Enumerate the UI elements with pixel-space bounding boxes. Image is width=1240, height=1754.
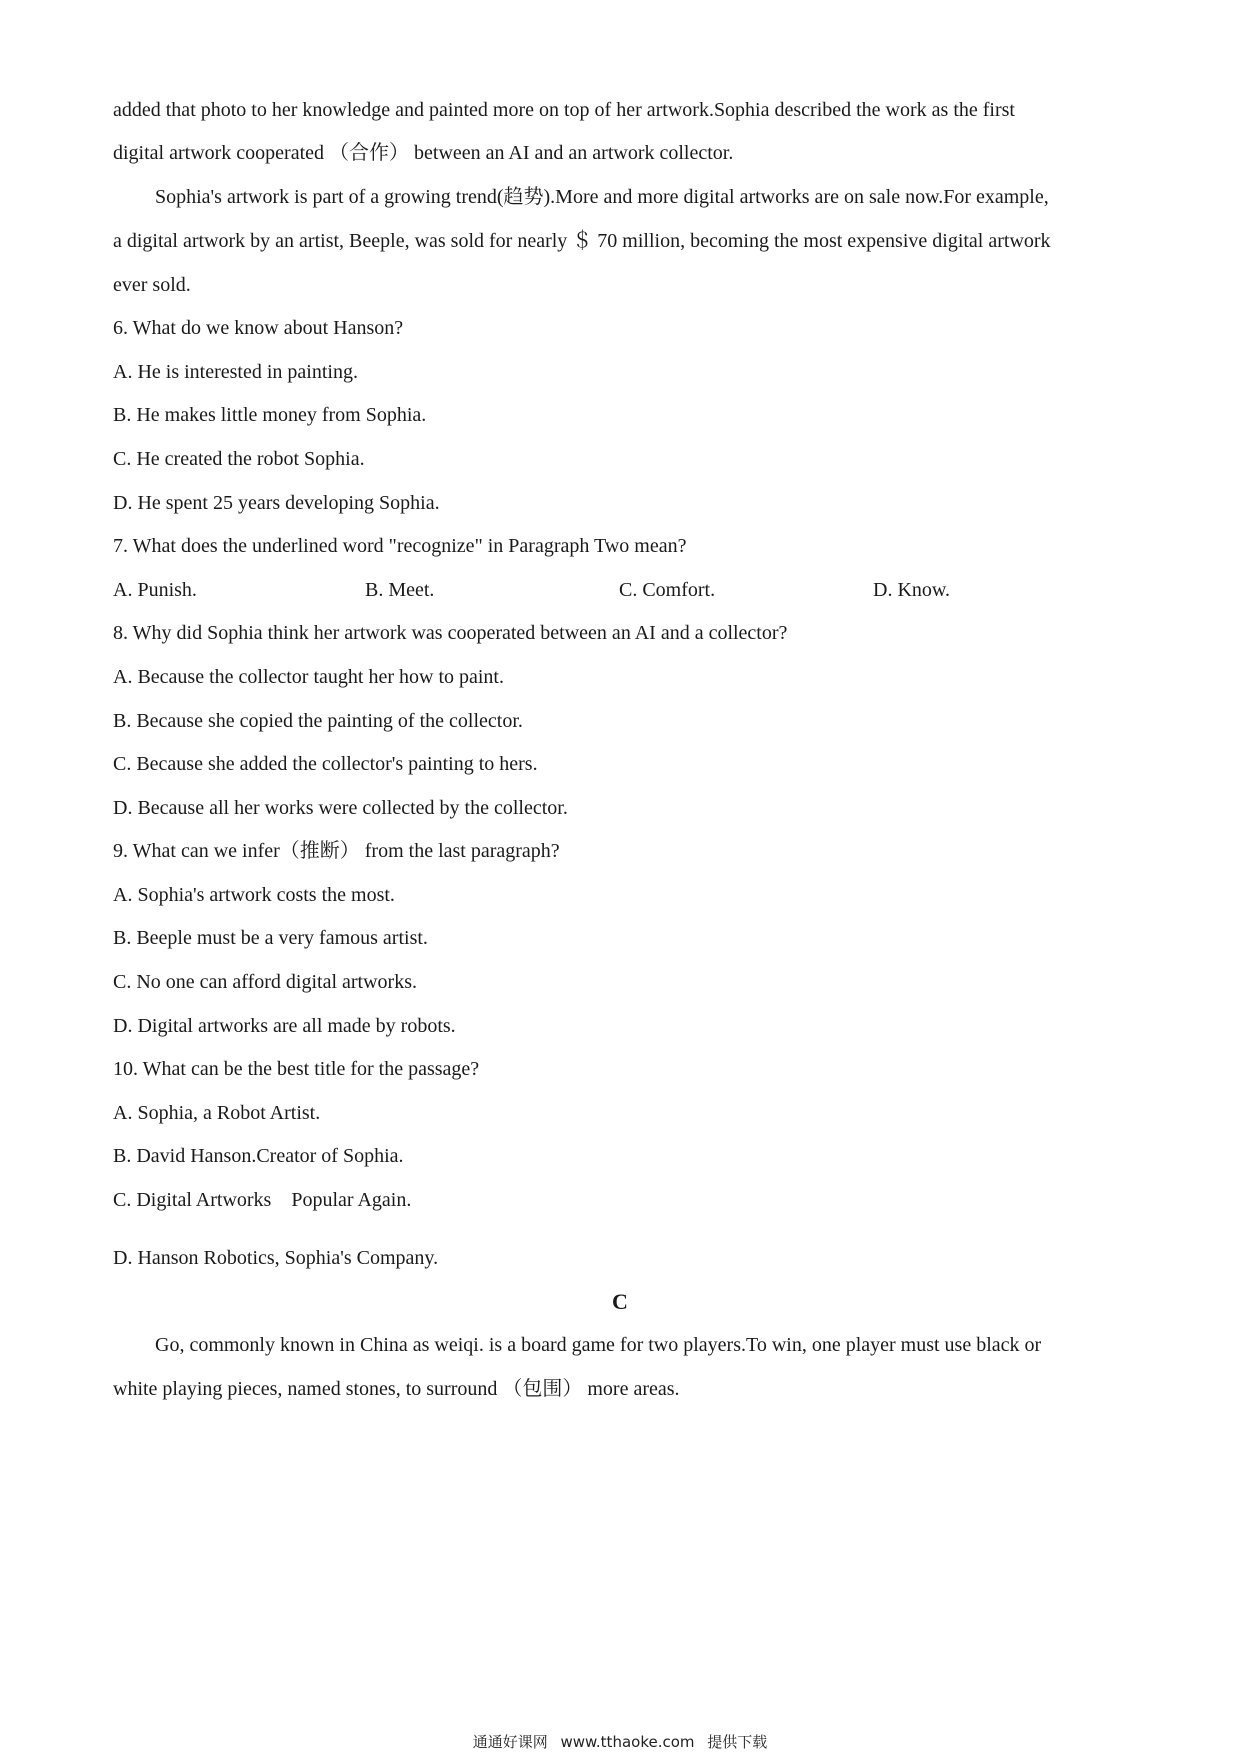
question-option: B. Meet. (365, 579, 435, 601)
question-option: D. Digital artworks are all made by robots. (113, 1015, 456, 1037)
section-heading: C (612, 1289, 628, 1314)
question-option: D. Because all her works were collected by the collector. (113, 797, 568, 819)
question-stem: 10. What can be the best title for the passage? (113, 1058, 480, 1080)
question-option: D. Know. (873, 579, 951, 601)
passage-line: ever sold. (113, 274, 191, 296)
question-option: A. Because the collector taught her how to paint. (113, 666, 504, 688)
question-option: B. Beeple must be a very famous artist. (113, 927, 428, 949)
question-option: C. Because she added the collector's painting to hers. (113, 753, 538, 775)
footer-note: 提供下载 (707, 1733, 768, 1751)
question-option: A. Sophia's artwork costs the most. (113, 884, 395, 906)
question-stem: 9. What can we infer（推断） from the last paragraph? (113, 840, 560, 862)
question-option: A. He is interested in painting. (113, 361, 358, 383)
question-option: B. He makes little money from Sophia. (113, 404, 427, 426)
question-option: D. Hanson Robotics, Sophia's Company. (113, 1247, 439, 1269)
passage-line: added that photo to her knowledge and painted more on top of her artwork.Sophia described the work as the first (113, 99, 1015, 121)
question-option: B. Because she copied the painting of the collector. (113, 710, 523, 732)
passage-line: Sophia's artwork is part of a growing trend(趋势).More and more digital artworks are on sale now.For example, (155, 186, 1049, 208)
page-footer (0, 1731, 1240, 1752)
question-option: C. Comfort. (619, 579, 716, 601)
question-stem: 6. What do we know about Hanson? (113, 317, 404, 339)
question-stem: 7. What does the underlined word "recognize" in Paragraph Two mean? (113, 535, 687, 557)
option-row (0, 578, 1240, 602)
question-option: C. No one can afford digital artworks. (113, 971, 417, 993)
question-option: B. David Hanson.Creator of Sophia. (113, 1145, 404, 1167)
question-stem: 8. Why did Sophia think her artwork was cooperated between an AI and a collector? (113, 622, 788, 644)
question-option: D. He spent 25 years developing Sophia. (113, 492, 440, 514)
passage-line: white playing pieces, named stones, to surround （包围） more areas. (113, 1378, 680, 1400)
footer-site-name: 通通好课网 (472, 1733, 548, 1751)
passage-line: a digital artwork by an artist, Beeple, was sold for nearly ＄ 70 million, becoming the most expensive digital artwork (113, 230, 1051, 252)
question-option: C. He created the robot Sophia. (113, 448, 365, 470)
question-option: C. Digital Artworks Popular Again. (113, 1189, 412, 1211)
question-option: A. Sophia, a Robot Artist. (113, 1102, 321, 1124)
footer-url-link[interactable]: www.tthaoke.com (560, 1733, 695, 1751)
passage-line: digital artwork cooperated （合作） between an AI and an artwork collector. (113, 142, 734, 164)
passage-line: Go, commonly known in China as weiqi. is a board game for two players.To win, one player must use black or (155, 1334, 1042, 1356)
question-option: A. Punish. (113, 579, 197, 601)
